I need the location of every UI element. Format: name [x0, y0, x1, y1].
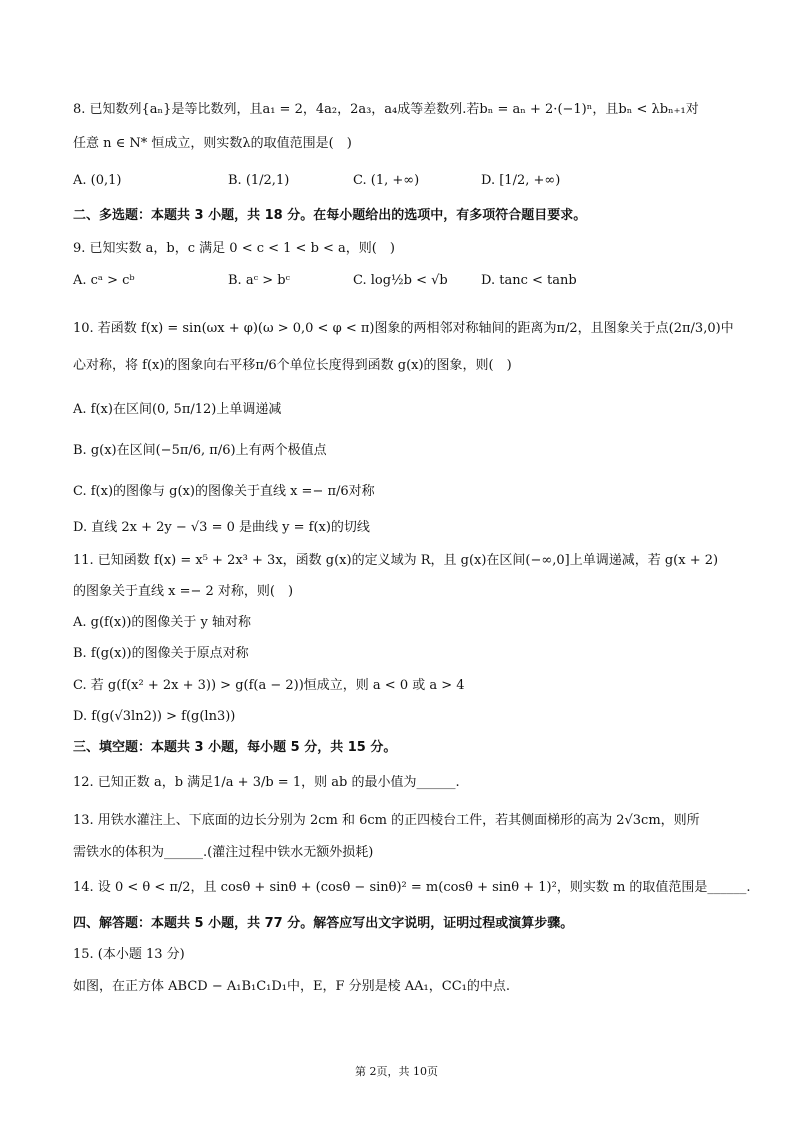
- q8-option-d: D. [1/2, +∞): [481, 173, 561, 188]
- q15-line1: 如图，在正方体 ABCD − A₁B₁C₁D₁中，E，F 分别是棱 AA₁，CC₁的中点.: [73, 979, 510, 994]
- q11-option-d: D. f(g(√3ln2)) > f(g(ln3)): [73, 709, 236, 724]
- q10-line2: 心对称，将 f(x)的图象向右平移π/6个单位长度得到函数 g(x)的图象，则( ): [73, 358, 512, 373]
- q9-option-c: C. log½b < √b: [353, 273, 448, 288]
- q13-line2: 需铁水的体积为______.(灌注过程中铁水无额外损耗): [73, 845, 374, 860]
- q10-line1: 10. 若函数 f(x) = sin(ωx + φ)(ω > 0,0 < φ < π)图象的两相邻对称轴间的距离为π/2，且图象关于点(2π/3,0)中: [73, 321, 734, 336]
- page-footer: 第 2页，共 10页: [355, 1065, 438, 1078]
- q9-line1: 9. 已知实数 a，b，c 满足 0 < c < 1 < b < a，则( ): [73, 241, 395, 256]
- q8-option-c: C. (1, +∞): [353, 173, 420, 188]
- q9-option-d: D. tanc < tanb: [481, 273, 577, 288]
- q8-option-a: A. (0,1): [73, 173, 122, 188]
- q10-option-c: C. f(x)的图像与 g(x)的图像关于直线 x =− π/6对称: [73, 484, 375, 499]
- q11-line2: 的图象关于直线 x =− 2 对称，则( ): [73, 584, 294, 599]
- q9-option-b: B. aᶜ > bᶜ: [228, 273, 291, 288]
- q11-option-c: C. 若 g(f(x² + 2x + 3)) > g(f(a − 2))恒成立，则 a < 0 或 a > 4: [73, 678, 465, 693]
- q11-option-b: B. f(g(x))的图像关于原点对称: [73, 646, 249, 661]
- q10-option-d: D. 直线 2x + 2y − √3 = 0 是曲线 y = f(x)的切线: [73, 520, 370, 535]
- section-3-heading: 三、填空题：本题共 3 小题，每小题 5 分，共 15 分。: [73, 740, 397, 755]
- section-4-heading: 四、解答题：本题共 5 小题，共 77 分。解答应写出文字说明，证明过程或演算步骤。: [73, 916, 574, 931]
- question-12: 12. 已知正数 a，b 满足1/a + 3/b = 1，则 ab 的最小值为______.: [73, 775, 460, 790]
- q8-line2: 任意 n ∈ N* 恒成立，则实数λ的取值范围是( ): [73, 136, 352, 151]
- q8-option-b: B. (1/2,1): [228, 173, 290, 188]
- q10-option-b: B. g(x)在区间(−5π/6, π/6)上有两个极值点: [73, 443, 327, 458]
- section-2-heading: 二、多选题：本题共 3 小题，共 18 分。在每小题给出的选项中，有多项符合题目要求。: [73, 208, 587, 223]
- q10-option-a: A. f(x)在区间(0, 5π/12)上单调递减: [73, 402, 282, 417]
- q9-option-a: A. cᵃ > cᵇ: [73, 273, 135, 288]
- question-14: 14. 设 0 < θ < π/2，且 cosθ + sinθ + (cosθ − sinθ)² = m(cosθ + sinθ + 1)²，则实数 m 的取值范围是______.: [73, 880, 751, 895]
- q8-line1: 8. 已知数列{aₙ}是等比数列，且a₁ = 2，4a₂，2a₃，a₄成等差数列.若bₙ = aₙ + 2·(−1)ⁿ，且bₙ < λbₙ₊₁对: [73, 102, 699, 117]
- q11-line1: 11. 已知函数 f(x) = x⁵ + 2x³ + 3x，函数 g(x)的定义域为 R，且 g(x)在区间(−∞,0]上单调递减，若 g(x + 2): [73, 553, 719, 568]
- q11-option-a: A. g(f(x))的图像关于 y 轴对称: [73, 615, 252, 630]
- q15-heading: 15. (本小题 13 分): [73, 947, 185, 962]
- q13-line1: 13. 用铁水灌注上、下底面的边长分别为 2cm 和 6cm 的正四棱台工件，若其侧面梯形的高为 2√3cm，则所: [73, 813, 700, 828]
